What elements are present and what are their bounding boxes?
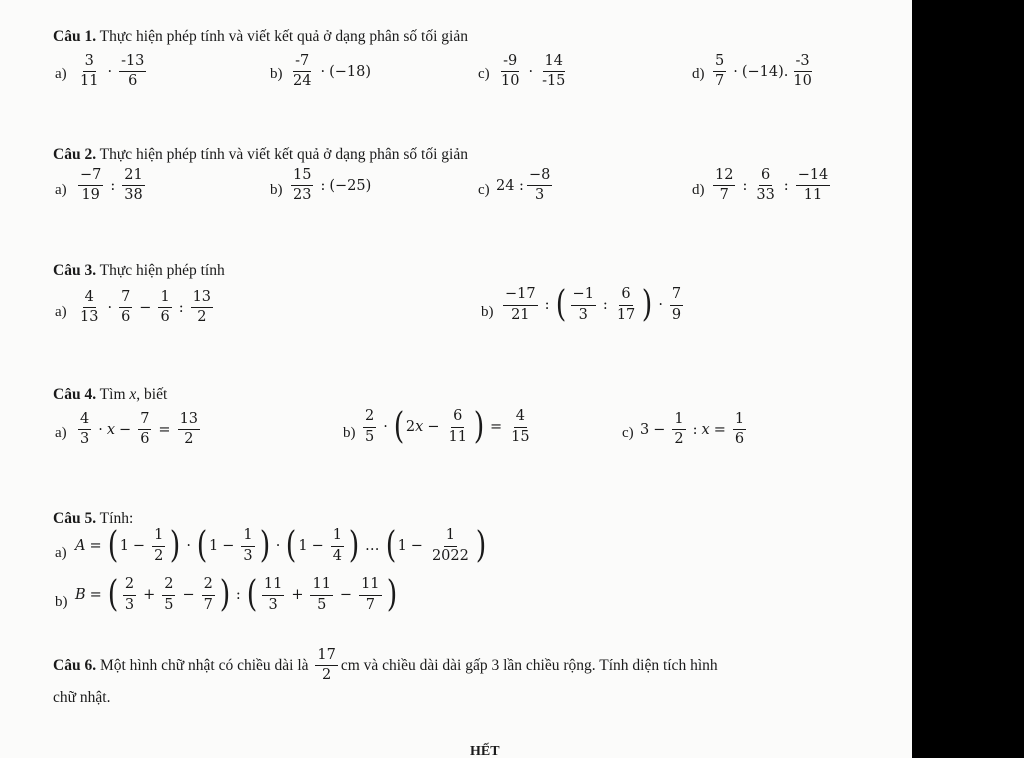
fraction: $\frac{14}{-15}$ [542,53,566,90]
q5-a-label: a) [55,545,67,561]
q2-a-label: a) [55,182,67,198]
q2-c-label: c) [478,182,490,198]
fraction: $\frac{4}{15}$ [511,408,530,445]
q3-b-expression: $\frac{-17}{21}$ : ( $\frac{-1}{3}$ : $\frac{6}{17}$ ) · $\frac{7}{9}$ [505,284,682,325]
q1-a-label: a) [55,66,67,82]
q4-b-expression: $\frac{2}{5}$ · ( 2 x − $\frac{6}{11}$ ) = $\frac{4}{15}$ [365,406,530,447]
fraction: $\frac{11}{5}$ [312,576,331,613]
q2-c-expression: 24 : $\frac{-8}{3}$ [496,167,551,204]
question-6-text-after-line2: chữ nhật. [53,689,111,707]
question-3-number: Câu 3. [53,262,97,279]
fraction: $\frac{1}{2022}$ [431,527,469,564]
fraction: $\frac{1}{2}$ [154,527,164,564]
fraction: $\frac{2}{3}$ [124,576,135,613]
fraction: $\frac{1}{2}$ [674,411,684,448]
question-1-text: Thực hiện phép tính và viết kết quả ở dạng phân số tối giản [96,28,468,45]
fraction: $\frac{2}{7}$ [203,576,213,613]
fraction: $\frac{11}{3}$ [263,576,283,613]
fraction: $\frac{-7}{19}$ [80,167,102,204]
fraction: $\frac{15}{23}$ [293,167,312,204]
question-4-title [53,386,167,404]
q1-c-expression: $\frac{-9}{10}$ · $\frac{14}{-15}$ [501,53,566,90]
fraction: $\frac{-13}{6}$ [121,53,145,90]
question-3-text: Thực hiện phép tính [96,262,225,279]
fraction: $\frac{13}{2}$ [179,411,199,448]
q1-c-label: c) [478,66,490,82]
q1-d-expression: $\frac{5}{7}$ · (−14). $\frac{-3}{10}$ [715,53,812,90]
q2-a-expression: $\frac{-7}{19}$ : $\frac{21}{38}$ [80,167,143,204]
question-5-number: Câu 5. [53,510,97,527]
fraction: $\frac{-8}{3}$ [528,167,551,204]
question-4-variable: x [129,386,137,403]
fraction: $\frac{17}{2}$ [317,647,336,684]
fraction: $\frac{13}{2}$ [192,289,212,326]
q5-b-label: b) [55,594,68,610]
q1-b-expression: $\frac{-7}{24}$ · (−18) [293,53,371,90]
q4-c-label: c) [622,425,634,441]
fraction: $\frac{5}{7}$ [715,53,725,90]
fraction: $\frac{-14}{11}$ [797,167,829,204]
end-marker: HẾT [470,744,500,759]
q1-d-label: d) [692,66,705,82]
fraction: $\frac{12}{7}$ [715,167,734,204]
fraction: $\frac{6}{33}$ [756,167,775,204]
question-2-number: Câu 2. [53,146,97,163]
q3-a-expression: $\frac{4}{13}$ · $\frac{7}{6}$ − $\frac{1}{6}$ : $\frac{13}{2}$ [80,289,212,326]
fraction: $\frac{-17}{21}$ [505,286,536,323]
fraction: $\frac{3}{11}$ [80,53,99,90]
fraction: $\frac{4}{13}$ [80,289,99,326]
fraction: $\frac{6}{11}$ [448,408,467,445]
q2-b-label: b) [270,182,283,198]
fraction: $\frac{11}{7}$ [361,576,380,613]
question-6-text-before: Một hình chữ nhật có chiều dài là [96,656,313,674]
question-2-text: Thực hiện phép tính và viết kết quả ở dạng phân số tối giản [96,146,468,163]
question-4-text: Tìm [96,386,130,403]
fraction: $\frac{21}{38}$ [124,167,143,204]
fraction: $\frac{2}{5}$ [365,408,375,445]
fraction: $\frac{7}{6}$ [140,411,150,448]
question-5-text: Tính: [96,510,134,527]
question-2-title [53,146,468,164]
q4-b-label: b) [343,425,356,441]
q4-a-label: a) [55,425,67,441]
q4-c-expression: 3 − $\frac{1}{2}$ : x = $\frac{1}{6}$ [640,411,745,448]
fraction: $\frac{1}{6}$ [734,411,745,448]
q2-d-expression: $\frac{12}{7}$ : $\frac{6}{33}$ : $\frac{-14}{11}$ [715,167,829,204]
question-5-title [53,510,133,528]
fraction: $\frac{-1}{3}$ [572,286,594,323]
q1-a-expression: $\frac{3}{11}$ · $\frac{-13}{6}$ [80,53,145,90]
fraction: $\frac{1}{4}$ [332,527,342,564]
fraction: $\frac{7}{9}$ [671,286,682,323]
fraction: $\frac{-7}{24}$ [293,53,312,90]
fraction: $\frac{1}{3}$ [243,527,253,564]
q3-a-label: a) [55,304,67,320]
question-3-title [53,262,225,280]
question-1-number: Câu 1. [53,28,97,45]
q3-b-label: b) [481,304,494,320]
question-4-number: Câu 4. [53,386,97,403]
question-6-number: Câu 6. [53,656,97,674]
fraction: $\frac{2}{5}$ [164,576,174,613]
question-6-text-after-line1: cm và chiều dài dài gấp 3 lần chiều rộng. Tính diện tích hình [340,656,718,674]
question-6 [53,648,893,707]
fraction: $\frac{-9}{10}$ [501,53,520,90]
fraction: $\frac{6}{17}$ [616,286,636,323]
black-side-bar [912,0,1024,758]
fraction: $\frac{4}{3}$ [80,411,90,448]
q2-b-expression: $\frac{15}{23}$ : (−25) [293,167,372,204]
question-4-text-end: , biết [136,386,168,403]
fraction: $\frac{7}{6}$ [121,289,131,326]
q1-b-label: b) [270,66,283,82]
q2-d-label: d) [692,182,705,198]
q4-a-expression: $\frac{4}{3}$ · x − $\frac{7}{6}$ = $\frac{13}{2}$ [80,411,199,448]
question-1-title [53,28,468,46]
fraction: $\frac{-3}{10}$ [793,53,812,90]
q5-b-expression: B = ( $\frac{2}{3}$ + $\frac{2}{5}$ − $\frac{2}{7}$ ) : ( $\frac{11}{3}$ + $\frac{11}{5}$ − $\frac{11}{7}$ ) [75,574,397,615]
fraction: $\frac{1}{6}$ [160,289,170,326]
q5-a-expression: A = ( 1 − $\frac{1}{2}$ ) · ( 1 − $\frac{1}{3}$ ) · ( 1 − $\frac{1}{4}$ ) … ( 1 − $\frac{1}{2022}$ ) [75,525,487,566]
